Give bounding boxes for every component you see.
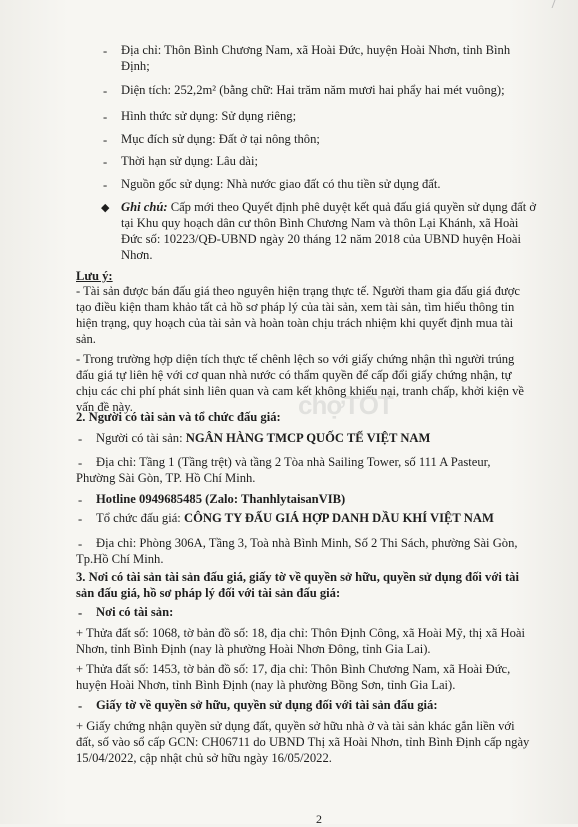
certificate-line-cont: đất, số vào sổ cấp GCN: CH06711 do UBND Thị xã Hoài Nhơn, tỉnh Bình Định cấp ngày <box>76 735 530 749</box>
bullet-dash: - <box>78 512 83 526</box>
owner-line <box>96 431 430 446</box>
bullet-dash: - <box>78 699 83 713</box>
owner-address: Địa chỉ: Tầng 1 (Tầng trệt) và tầng 2 Tòa nhà Sailing Tower, số 111 A Pasteur, <box>96 455 491 469</box>
hotline-line: Hotline 0949685485 (Zalo: ThanhlytaisanVIB) <box>96 492 346 506</box>
bullet-dash: - <box>78 493 83 507</box>
note-text: Cấp mới theo Quyết định phê duyệt kết quả đấu giá quyền sử dụng đất ở <box>167 200 537 214</box>
notice-para-2: - Trong trường hợp diện tích thực tế chênh lệch so với giấy chứng nhận thì người trúng <box>76 352 515 366</box>
certificate-line-cont: 15/04/2022, cập nhật chủ sở hữu ngày 16/05/2022. <box>76 751 332 765</box>
note-line-4: Nhơn. <box>121 248 153 262</box>
notice-para-2: đấu giá tự liên hệ với cơ quan nhà nước có thẩm quyền để cấp đổi giấy chứng nhận, tự <box>76 368 512 382</box>
parcel-1-line-cont: Nhơn, tỉnh Bình Định (nay là phường Hoài Nhơn Đông, tỉnh Gia Lai). <box>76 642 431 656</box>
notice-para-1: tạo điều kiện tham khảo tất cả hồ sơ pháp lý của tài sản, xem tài sản, tìm hiểu thông tin <box>76 300 515 314</box>
note-line-3: Đức số: 10223/QĐ-UBND ngày 20 tháng 12 năm 2018 của UBND huyện Hoài <box>121 232 521 246</box>
bullet-dash: - <box>78 456 83 470</box>
parcel-1-line: + Thửa đất số: 1068, tờ bản đồ số: 18, địa chỉ: Thôn Định Công, xã Hoài Mỹ, thị xã Hoài <box>76 626 525 640</box>
page-number: 2 <box>316 812 322 826</box>
auctioneer-line <box>96 511 494 526</box>
certificate-line: + Giấy chứng nhận quyền sử dụng đất, quyền sở hữu nhà ở và tài sản khác gắn liền với <box>76 719 515 733</box>
page-corner-mark <box>552 0 566 8</box>
bullet-diamond: ◆ <box>101 202 110 214</box>
notice-para-2: chịu các chi phí phát sinh liên quan và cam kết không khiếu nại, tranh chấp, khởi kiện về <box>76 384 525 398</box>
address-line: Địa chỉ: Thôn Bình Chương Nam, xã Hoài Đức, huyện Hoài Nhơn, tỉnh Bình <box>121 43 511 57</box>
owner-address-cont: Phường Sài Gòn, TP. Hồ Chí Minh. <box>76 471 256 485</box>
bullet-dash: - <box>103 155 108 169</box>
bullet-dash: - <box>103 133 108 147</box>
usage-term-line: Thời hạn sử dụng: Lâu dài; <box>121 154 258 168</box>
note-line-2: tại Khu quy hoạch dân cư thôn Bình Chương Nam và thôn Lại Khánh, xã Hoài <box>121 216 519 230</box>
notice-para-2: vấn đề này. <box>76 400 133 414</box>
owner-label: Người có tài sản: <box>96 431 186 445</box>
area-line: Diện tích: 252,2m² (bằng chữ: Hai trăm năm mươi hai phẩy hai mét vuông); <box>121 83 505 97</box>
notice-para-1: hiện trạng, quy hoạch của tài sản và hoàn toàn chịu trách nhiệm khi quyết định mua tài <box>76 316 514 330</box>
parcel-2-line: + Thửa đất số: 1453, tờ bản đồ số: 17, địa chỉ: Thôn Bình Chương Nam, xã Hoài Đức, <box>76 662 511 676</box>
notice-para-1: sản. <box>76 332 96 346</box>
auctioneer-address: Địa chỉ: Phòng 306A, Tầng 3, Toà nhà Bình Minh, Số 2 Thi Sách, phường Sài Gòn, <box>96 536 518 550</box>
section-2-heading: 2. Người có tài sản và tổ chức đấu giá: <box>76 410 281 424</box>
bullet-dash: - <box>103 110 108 124</box>
owner-name: NGÂN HÀNG TMCP QUỐC TẾ VIỆT NAM <box>185 431 431 445</box>
notice-para-1: - Tài sản được bán đấu giá theo nguyên hiện trạng thực tế. Người tham gia đấu giá được <box>76 284 520 298</box>
watermark-logo: chợTỐT <box>298 390 393 420</box>
location-heading: Nơi có tài sản: <box>96 605 174 619</box>
bullet-dash: - <box>103 44 108 58</box>
auctioneer-address-cont: Tp.Hồ Chí Minh. <box>76 552 164 566</box>
auctioneer-name: CÔNG TY ĐẤU GIÁ HỢP DANH DẦU KHÍ VIỆT NAM <box>183 511 494 525</box>
section-3-heading-cont: sản đấu giá, hồ sơ pháp lý đối với tài sản đấu giá: <box>76 586 341 600</box>
bullet-dash: - <box>103 84 108 98</box>
documents-heading: Giấy tờ về quyền sở hữu, quyền sử dụng đối với tài sản đấu giá: <box>96 698 438 712</box>
auctioneer-label: Tổ chức đấu giá: <box>96 511 184 525</box>
usage-form-line: Hình thức sử dụng: Sử dụng riêng; <box>121 109 297 123</box>
note-line <box>121 200 536 215</box>
bullet-dash: - <box>103 178 108 192</box>
origin-line: Nguồn gốc sử dụng: Nhà nước giao đất có thu tiền sử dụng đất. <box>121 177 441 191</box>
notice-heading: Lưu ý: <box>76 269 113 283</box>
parcel-2-line-cont: huyện Hoài Nhơn, tỉnh Bình Định (nay là phường Bồng Sơn, tỉnh Gia Lai). <box>76 678 456 692</box>
note-label: Ghi chú: <box>121 200 168 214</box>
address-line-cont: Định; <box>121 59 150 73</box>
bullet-dash: - <box>78 537 83 551</box>
bullet-dash: - <box>78 432 83 446</box>
usage-purpose-line: Mục đích sử dụng: Đất ở tại nông thôn; <box>121 132 320 146</box>
section-3-heading: 3. Nơi có tài sản tài sản đấu giá, giấy tờ về quyền sở hữu, quyền sử dụng đối với tài <box>76 570 519 584</box>
bullet-dash: - <box>78 606 83 620</box>
